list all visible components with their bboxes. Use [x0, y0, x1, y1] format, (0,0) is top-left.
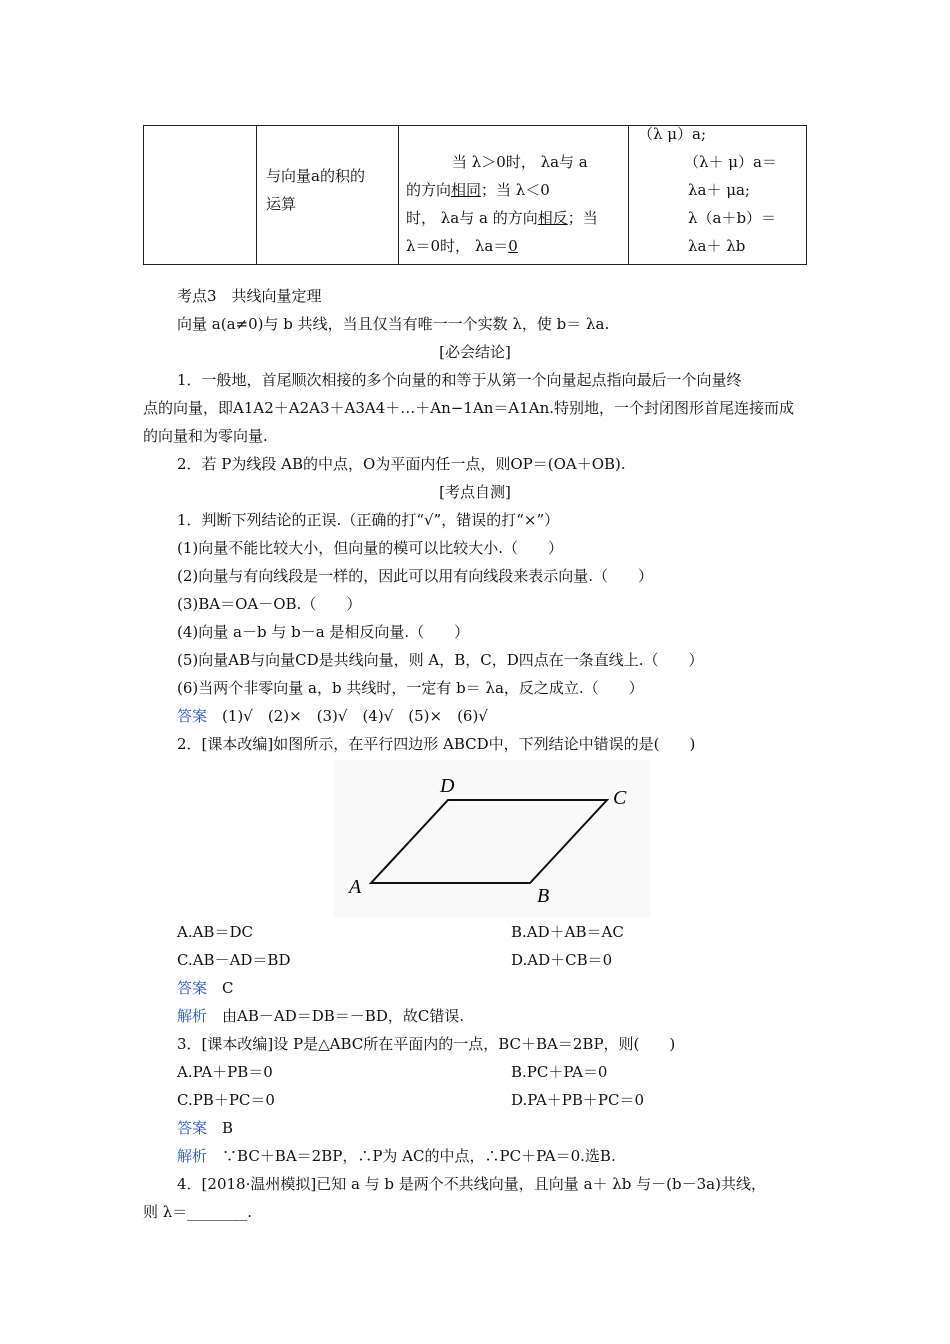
list-item: (5)向量AB与向量CD是共线向量，则 A，B，C，D四点在一条直线上.（ ） — [177, 651, 704, 669]
table-divider — [628, 126, 629, 264]
question-3: 3．[课本改编]设 P是△ABC所在平面内的一点，BC＋BA＝2BP，则( ) — [177, 1035, 676, 1053]
vertex-label-a: A — [349, 876, 362, 898]
cell-text: 当 λ＞0时， λa与 a — [452, 153, 588, 171]
cell-text: λa＋ μa; — [688, 181, 750, 199]
option-a: A.PA＋PB＝0 — [177, 1063, 273, 1081]
vertex-label-c: C — [613, 787, 627, 809]
section-title: 考点3 共线向量定理 — [177, 287, 322, 305]
paragraph: 1．一般地，首尾顺次相接的多个向量的和等于从第一个向量起点指向最后一个向量终 — [177, 371, 742, 389]
parallelogram-shape — [371, 800, 607, 883]
option-b: B.AD＋AB＝AC — [511, 923, 624, 941]
parallelogram-figure — [333, 760, 651, 918]
table-cell-name — [266, 162, 365, 218]
list-item: (4)向量 a－b 与 b－a 是相反向量.（ ） — [177, 623, 470, 641]
answer-text: (1)√ (2)× (3)√ (4)√ (5)× (6)√ — [222, 707, 488, 725]
option-c: C.PB＋PC＝0 — [177, 1091, 275, 1109]
answer-line — [177, 976, 234, 1000]
paragraph: 的向量和为零向量. — [143, 427, 268, 445]
answer-text: B — [222, 1119, 234, 1137]
option-a: A.AB＝DC — [177, 923, 253, 941]
list-item: (1)向量不能比较大小，但向量的模可以比较大小.（ ） — [177, 539, 564, 557]
answer-label: 答案 — [177, 979, 208, 997]
section-heading: [必会结论] — [439, 343, 511, 361]
option-d: D.PA＋PB＋PC＝0 — [511, 1091, 645, 1109]
table-divider — [398, 126, 399, 264]
analysis-text: ∵BC＋BA＝2BP，∴P为 AC的中点，∴PC＋PA＝0.选B. — [222, 1147, 616, 1165]
paragraph: 2．若 P为线段 AB的中点，O为平面内任一点，则OP＝(OA＋OB). — [177, 455, 626, 473]
question-2: 2．[课本改编]如图所示，在平行四边形 ABCD中，下列结论中错误的是( ) — [177, 735, 696, 753]
analysis-line — [177, 1004, 464, 1028]
parallelogram-diagram — [333, 760, 651, 918]
cell-text: λ（a＋b）＝ — [688, 209, 777, 227]
operations-table — [143, 125, 807, 265]
question-4: 4．[2018·温州模拟]已知 a 与 b 是两个不共线向量，且向量 a＋ λb 与－(b－3a)共线， — [177, 1175, 766, 1193]
list-item: (2)向量与有向线段是一样的，因此可以用有向线段来表示向量.（ ） — [177, 567, 654, 585]
table-divider — [256, 126, 257, 264]
option-b: B.PC＋PA＝0 — [511, 1063, 608, 1081]
analysis-label: 解析 — [177, 1147, 208, 1165]
paragraph: 点的向量，即A1A2＋A2A3＋A3A4＋…＋An−1An＝A1An.特别地，一个封闭图形首尾连接而成 — [143, 399, 794, 417]
answer-line — [177, 704, 488, 728]
table-cell-laws — [638, 120, 804, 260]
analysis-text: 由AB－AD＝DB＝－BD，故C错误. — [222, 1007, 465, 1025]
answer-label: 答案 — [177, 1119, 208, 1137]
cell-text: 运算 — [266, 195, 297, 213]
vertex-label-d: D — [440, 775, 455, 797]
cell-text: λa＋ λb — [688, 237, 746, 255]
analysis-label: 解析 — [177, 1007, 208, 1025]
option-d: D.AD＋CB＝0 — [511, 951, 613, 969]
vertex-label-b: B — [537, 885, 550, 907]
cell-text: （λ μ）a; — [638, 125, 707, 143]
question-4-blank: 则 λ＝________. — [143, 1203, 253, 1221]
answer-label: 答案 — [177, 707, 208, 725]
section-heading: [考点自测] — [439, 483, 511, 501]
question-1: 1．判断下列结论的正误.（正确的打“√”，错误的打“×”） — [177, 511, 560, 529]
cell-text: λ＝0时， λa＝0 — [406, 237, 518, 255]
cell-text: 时， λa与 a 的方向相反；当 — [406, 209, 598, 227]
cell-text: 的方向相同；当 λ＜0 — [406, 181, 550, 199]
answer-text: C — [222, 979, 234, 997]
answer-line — [177, 1116, 233, 1140]
cell-text: 与向量a的积的 — [266, 167, 365, 185]
table-cell-definition — [406, 148, 624, 260]
analysis-line — [177, 1144, 616, 1168]
option-c: C.AB－AD＝BD — [177, 951, 291, 969]
cell-text: （λ＋ μ）a＝ — [684, 153, 777, 171]
list-item: (3)BA＝OA－OB.（ ） — [177, 595, 362, 613]
theorem-text: 向量 a(a≠0)与 b 共线，当且仅当有唯一一个实数 λ，使 b＝ λa. — [177, 315, 610, 333]
list-item: (6)当两个非零向量 a，b 共线时，一定有 b＝ λa，反之成立.（ ） — [177, 679, 644, 697]
